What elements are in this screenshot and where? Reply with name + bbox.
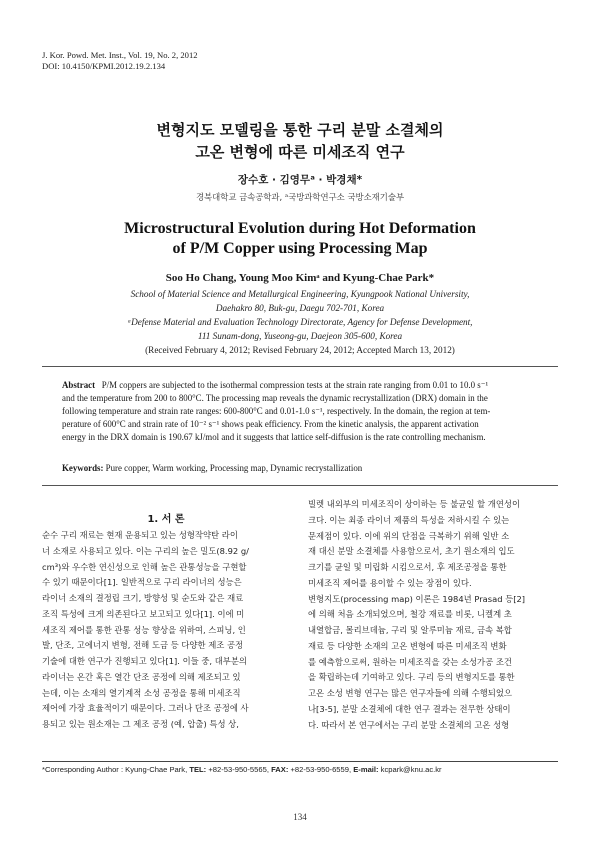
english-title-line1: Microstructural Evolution during Hot Deformation	[124, 220, 476, 237]
korean-affiliation: 경북대학교 금속공학과, ᵃ국방과학연구소 국방소재기술부	[195, 192, 405, 202]
body-text-line: 용되고 있는 원소재는 그 제조 공정 (예, 압출) 특성 상,	[42, 719, 239, 729]
email-link[interactable]: kcpark@knu.ac.kr	[380, 765, 442, 774]
body-text-line: 에 의해 처음 소개되었으며, 철강 재료를 비롯, 니켈계 초	[308, 609, 512, 620]
left-column	[42, 528, 292, 733]
body-text-line: 수 있기 때문이다[1]. 일반적으로 구리 라이너의 성능은	[42, 577, 242, 588]
abstract-line3: following temperature and strain rate ranges: 600-800°C and 0.01-1.0 s⁻¹, respectively. In the domain, the region at tem-	[62, 405, 491, 416]
abstract-label: Abstract	[62, 380, 96, 390]
right-column	[308, 497, 560, 733]
received-dates: (Received February 4, 2012; Revised February 24, 2012; Accepted March 13, 2012)	[145, 345, 455, 355]
footnote-rule	[42, 761, 558, 762]
abstract-block	[62, 379, 540, 444]
body-text-line: 나[3-5], 분말 소결체에 대한 연구 결과는 전무한 상태이	[308, 703, 511, 714]
journal-doi: DOI: 10.4150/KPMI.2012.19.2.134	[42, 61, 166, 71]
body-text-line: 조직 특성에 크게 의존된다고 보고되고 있다[1]. 이에 미	[42, 608, 245, 619]
journal-header	[42, 50, 198, 72]
body-text-line: 고온 소성 변형 연구는 많은 연구자들에 의해 수행되었으	[308, 688, 512, 698]
keywords-label: Keywords:	[62, 463, 104, 473]
body-text-line: cm³)와 우수한 연신성으로 인해 높은 관통성능을 구현할	[42, 561, 247, 572]
abstract-line1: Abstract P/M coppers are subjected to the isothermal compression tests at the strain rate ranging from 0.01 to 10.0 s⁻¹	[62, 380, 489, 390]
english-affiliation-line1: School of Material Science and Metallurgical Engineering, Kyungpook National University,	[130, 289, 470, 299]
journal-citation: J. Kor. Powd. Met. Inst., Vol. 19, No. 2, 2012	[42, 50, 198, 60]
body-text-line: 순수 구리 재료는 현재 운용되고 있는 성형작약탄 라이	[42, 530, 238, 540]
english-title-line2: of P/M Copper using Processing Map	[172, 240, 428, 257]
body-text-line: 제어에 가장 효율적이기 때문이다. 그러나 단조 공정에 사	[42, 703, 249, 714]
korean-title-line2: 고온 변형에 따른 미세조직 연구	[195, 143, 405, 161]
english-affiliation-line4: 111 Sunam-dong, Yuseong-gu, Daejeon 305-600, Korea	[197, 331, 403, 341]
body-text-line: 문제점이 있다. 이에 위의 단점을 극복하기 위해 일반 소	[308, 530, 510, 541]
abstract-line2: and the temperature from 200 to 800°C. The processing map reveals the dynamic recrystallization (DRX) domain in the	[62, 392, 488, 403]
body-text-line: 발, 단조, 고에너지 변형, 전해 도금 등 다양한 제조 공정	[42, 640, 244, 651]
body-text-line: 재료 등 다양한 소재의 고온 변형에 따른 미세조직 변화	[308, 640, 507, 651]
body-text-line: 는데, 이는 소재의 열기계적 소성 공정을 통해 미세조직	[42, 687, 241, 698]
body-text-line: 세조직 제어를 통한 관통 성능 향상을 위하여, 스피닝, 인	[42, 624, 246, 635]
body-text-line: 너 소재로 사용되고 있다. 이는 구리의 높은 밀도(8.92 g/	[42, 545, 249, 556]
keywords-line	[62, 463, 540, 473]
english-affiliation-line3: ᵃDefense Material and Evaluation Technology Directorate, Agency for Defense Development,	[127, 317, 473, 327]
body-text-line: 내열합금, 몰리브데늄, 구리 및 알루미늄 재료, 금속 복합	[308, 625, 512, 635]
body-text-line: 을 확립하는데 기여하고 있다. 구리 등의 변형지도를 통한	[308, 672, 515, 683]
korean-authors: 장수호 · 김영무ᵃ · 박경채*	[237, 174, 363, 186]
body-text-line: 빌렛 내외부의 미세조직이 상이하는 등 불균일 할 개연성이	[308, 499, 521, 509]
body-text-line: 크다. 이는 최종 라이너 제품의 특성을 저하시킬 수 있는	[308, 514, 510, 525]
keywords-text: Pure copper, Warm working, Processing map, Dynamic recrystallization	[105, 463, 363, 473]
body-text-line: 라이너 소재의 결정립 크기, 방향성 및 순도와 같은 재료	[42, 593, 244, 603]
body-text-line: 다. 따라서 본 연구에서는 구리 분말 소결체의 고온 성형	[308, 719, 510, 730]
body-text-line: 기술에 대한 연구가 진행되고 있다[1]. 이들 중, 대부분의	[42, 656, 247, 666]
body-text-line: 를 예측함으로써, 원하는 미세조직을 갖는 소성가공 조건	[308, 656, 512, 667]
abstract-line5: energy in the DRX domain is 190.67 kJ/mol and it suggests that lattice self-diffusion is the rate controlling mechanism.	[62, 431, 486, 442]
body-text-line: 라이너는 온간 혹은 열간 단조 공정에 의해 제조되고 있	[42, 671, 241, 682]
page-number: 134	[293, 812, 307, 822]
korean-title-line1: 변형지도 모델링을 통한 구리 분말 소결체의	[156, 121, 444, 139]
section-heading-introduction: 1. 서 론	[147, 514, 185, 525]
body-text-line: 미세조직 제어를 용이할 수 있는 장점이 있다.	[308, 577, 472, 588]
body-text-line: 재 대신 분말 소결체를 사용함으로서, 초기 원소재의 입도	[308, 546, 515, 557]
corresponding-author-footnote: *Corresponding Author : Kyung-Chae Park, TEL: +82-53-950-5565, FAX: +82-53-950-6559, E-mail: kcpark@knu.ac.kr	[42, 765, 442, 774]
abstract-bottom-rule	[42, 485, 558, 486]
body-text-line: 변형지도(processing map) 이론은 1984년 Prasad 등[2]	[308, 593, 526, 604]
abstract-top-rule	[42, 366, 558, 367]
english-authors: Soo Ho Chang, Young Moo Kimᵃ and Kyung-Chae Park*	[165, 272, 435, 284]
body-text-line: 크기를 균일 및 미립화 시킴으로서, 후 제조공정을 통한	[308, 562, 507, 572]
english-affiliation-line2: Daehakro 80, Buk-gu, Daegu 702-701, Korea	[215, 303, 385, 313]
abstract-line4: perature of 600°C and strain rate of 10⁻² s⁻¹ shows peak efficiency. From the kinetic analysis, the apparent activation	[62, 418, 479, 429]
